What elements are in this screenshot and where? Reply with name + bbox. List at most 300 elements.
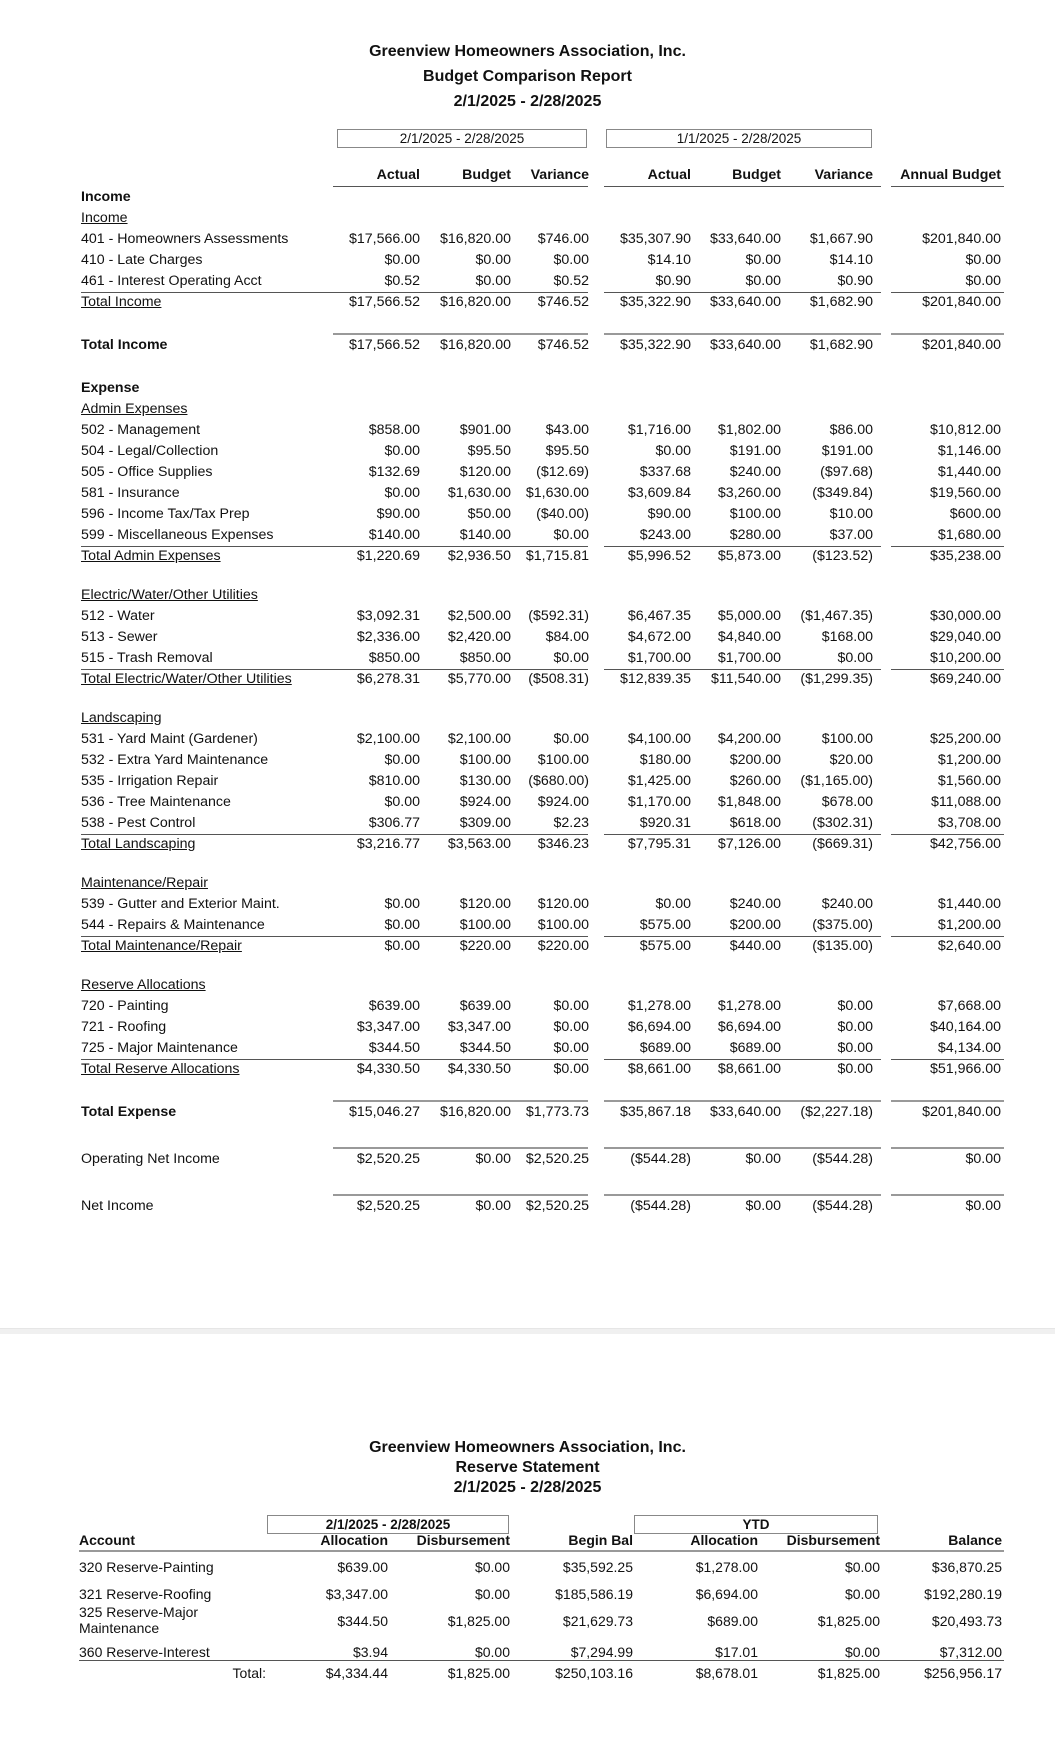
amount-cell: $1,146.00 bbox=[937, 443, 1001, 459]
amount-cell: $2,520.25 bbox=[356, 1198, 420, 1214]
amount-cell: ($40.00) bbox=[536, 506, 589, 522]
total-label: Operating Net Income bbox=[81, 1151, 220, 1167]
amount-cell: $140.00 bbox=[368, 527, 420, 543]
amount-cell: $95.50 bbox=[467, 443, 511, 459]
amount-cell: $1,667.90 bbox=[809, 231, 873, 247]
amount-cell: $0.00 bbox=[384, 938, 420, 954]
section-label: Income bbox=[81, 189, 131, 205]
amount-cell: $3,092.31 bbox=[356, 608, 420, 624]
total-label: Total Income bbox=[81, 337, 168, 353]
amount-cell: $850.00 bbox=[459, 650, 511, 666]
reserve-statement-page bbox=[0, 1334, 1055, 1737]
amount-cell: $3,609.84 bbox=[627, 485, 691, 501]
report-period: 2/1/2025 - 2/28/2025 bbox=[453, 93, 602, 110]
amount-cell: $1,848.00 bbox=[717, 794, 781, 810]
amount-cell: $1,220.69 bbox=[356, 548, 420, 564]
column-header: Annual Budget bbox=[900, 167, 1001, 183]
amount-cell: $924.00 bbox=[537, 794, 589, 810]
amount-cell: ($592.31) bbox=[528, 608, 589, 624]
amount-cell: ($1,467.35) bbox=[800, 608, 873, 624]
amount-cell: ($375.00) bbox=[812, 917, 873, 933]
account-label: 512 - Water bbox=[81, 608, 155, 624]
amount-cell: $132.69 bbox=[368, 464, 420, 480]
amount-cell: $0.00 bbox=[965, 1151, 1001, 1167]
reserve-total-cell: $4,334.44 bbox=[325, 1665, 388, 1681]
total-label: Total Landscaping bbox=[81, 836, 196, 852]
reserve-amount-cell: $689.00 bbox=[707, 1613, 758, 1629]
reserve-amount-cell: $192,280.19 bbox=[924, 1586, 1002, 1602]
amount-cell: $3,216.77 bbox=[356, 836, 420, 852]
amount-cell: $1,680.00 bbox=[937, 527, 1001, 543]
reserve-column-header: Allocation bbox=[690, 1532, 758, 1548]
amount-cell: $924.00 bbox=[459, 794, 511, 810]
amount-cell: $344.50 bbox=[368, 1040, 420, 1056]
reserve-amount-cell: $185,586.19 bbox=[555, 1586, 633, 1602]
amount-cell: $240.00 bbox=[729, 896, 781, 912]
amount-cell: $0.00 bbox=[553, 1040, 589, 1056]
amount-cell: $6,694.00 bbox=[717, 1019, 781, 1035]
amount-cell: $10,200.00 bbox=[929, 650, 1001, 666]
amount-cell: ($544.28) bbox=[812, 1198, 873, 1214]
amount-cell: $0.00 bbox=[553, 1061, 589, 1077]
reserve-total-cell: $256,956.17 bbox=[924, 1665, 1002, 1681]
amount-cell: $16,820.00 bbox=[439, 231, 511, 247]
total-label: Total Admin Expenses bbox=[81, 548, 221, 564]
amount-cell: $220.00 bbox=[459, 938, 511, 954]
amount-cell: $191.00 bbox=[821, 443, 873, 459]
amount-cell: $220.00 bbox=[537, 938, 589, 954]
amount-cell: $0.00 bbox=[384, 485, 420, 501]
reserve-title: Reserve Statement bbox=[455, 1459, 600, 1476]
amount-cell: $901.00 bbox=[459, 422, 511, 438]
amount-cell: $639.00 bbox=[459, 998, 511, 1014]
column-header: Actual bbox=[647, 167, 691, 183]
amount-cell: $5,873.00 bbox=[717, 548, 781, 564]
amount-cell: $639.00 bbox=[368, 998, 420, 1014]
reserve-ytd-box: YTD bbox=[634, 1515, 878, 1534]
amount-cell: $43.00 bbox=[545, 422, 589, 438]
amount-cell: $7,126.00 bbox=[717, 836, 781, 852]
amount-cell: ($544.28) bbox=[630, 1151, 691, 1167]
amount-cell: $0.00 bbox=[475, 252, 511, 268]
header-rule bbox=[604, 186, 881, 187]
reserve-amount-cell: $20,493.73 bbox=[931, 1613, 1002, 1629]
reserve-amount-cell: $0.00 bbox=[474, 1559, 510, 1575]
amount-cell: $30,000.00 bbox=[929, 608, 1001, 624]
amount-cell: $858.00 bbox=[368, 422, 420, 438]
amount-cell: $689.00 bbox=[639, 1040, 691, 1056]
amount-cell: $5,770.00 bbox=[447, 671, 511, 687]
amount-cell: $0.00 bbox=[384, 917, 420, 933]
amount-cell: $920.31 bbox=[639, 815, 691, 831]
amount-cell: $344.50 bbox=[459, 1040, 511, 1056]
amount-cell: $337.68 bbox=[639, 464, 691, 480]
account-label: 581 - Insurance bbox=[81, 485, 180, 501]
amount-cell: $1,700.00 bbox=[627, 650, 691, 666]
column-header: Actual bbox=[376, 167, 420, 183]
amount-cell: $2.23 bbox=[553, 815, 589, 831]
amount-cell: $3,260.00 bbox=[717, 485, 781, 501]
amount-cell: $0.00 bbox=[745, 1198, 781, 1214]
account-label: 720 - Painting bbox=[81, 998, 169, 1014]
amount-cell: $3,347.00 bbox=[356, 1019, 420, 1035]
amount-cell: $33,640.00 bbox=[709, 1104, 781, 1120]
amount-cell: $15,046.27 bbox=[348, 1104, 420, 1120]
amount-cell: $575.00 bbox=[639, 917, 691, 933]
amount-cell: $1,682.90 bbox=[809, 337, 873, 353]
amount-cell: $50.00 bbox=[467, 506, 511, 522]
reserve-amount-cell: $21,629.73 bbox=[562, 1613, 633, 1629]
amount-cell: $1,440.00 bbox=[937, 896, 1001, 912]
amount-cell: $4,134.00 bbox=[937, 1040, 1001, 1056]
amount-cell: $168.00 bbox=[821, 629, 873, 645]
reserve-period-box: 2/1/2025 - 2/28/2025 bbox=[267, 1515, 509, 1534]
amount-cell: $10,812.00 bbox=[929, 422, 1001, 438]
amount-cell: $14.10 bbox=[647, 252, 691, 268]
amount-cell: $0.00 bbox=[553, 252, 589, 268]
account-label: 513 - Sewer bbox=[81, 629, 158, 645]
amount-cell: $7,795.31 bbox=[627, 836, 691, 852]
amount-cell: $0.00 bbox=[745, 1151, 781, 1167]
account-label: 539 - Gutter and Exterior Maint. bbox=[81, 896, 280, 912]
amount-cell: $16,820.00 bbox=[439, 337, 511, 353]
reserve-period: 2/1/2025 - 2/28/2025 bbox=[453, 1479, 602, 1496]
amount-cell: $42,756.00 bbox=[929, 836, 1001, 852]
header-rule bbox=[891, 186, 1004, 187]
section-label: Reserve Allocations bbox=[81, 977, 206, 993]
reserve-column-header: Allocation bbox=[320, 1532, 388, 1548]
amount-cell: $17,566.52 bbox=[348, 337, 420, 353]
amount-cell: $346.23 bbox=[537, 836, 589, 852]
reserve-account-label: 320 Reserve-Painting bbox=[79, 1559, 214, 1575]
amount-cell: $20.00 bbox=[829, 752, 873, 768]
reserve-amount-cell: $1,825.00 bbox=[447, 1613, 510, 1629]
reserve-total-cell: $1,825.00 bbox=[447, 1665, 510, 1681]
amount-cell: $100.00 bbox=[821, 731, 873, 747]
amount-cell: $8,661.00 bbox=[717, 1061, 781, 1077]
amount-cell: $201,840.00 bbox=[922, 1104, 1001, 1120]
amount-cell: $201,840.00 bbox=[922, 337, 1001, 353]
section-label: Income bbox=[81, 210, 128, 226]
amount-cell: $140.00 bbox=[459, 527, 511, 543]
amount-cell: $2,520.25 bbox=[525, 1198, 589, 1214]
column-header: Variance bbox=[530, 167, 589, 183]
amount-cell: $746.52 bbox=[537, 294, 589, 310]
reserve-amount-cell: $17.01 bbox=[715, 1644, 758, 1660]
reserve-column-header: Disbursement bbox=[416, 1532, 510, 1548]
account-label: 504 - Legal/Collection bbox=[81, 443, 219, 459]
amount-cell: $120.00 bbox=[459, 464, 511, 480]
amount-cell: $309.00 bbox=[459, 815, 511, 831]
reserve-account-label: 325 Reserve-Major Maintenance bbox=[79, 1604, 199, 1636]
amount-cell: $4,840.00 bbox=[717, 629, 781, 645]
account-label: 532 - Extra Yard Maintenance bbox=[81, 752, 269, 768]
reserve-amount-cell: $6,694.00 bbox=[695, 1586, 758, 1602]
reserve-amount-cell: $1,825.00 bbox=[817, 1613, 880, 1629]
reserve-column-header: Disbursement bbox=[786, 1532, 880, 1548]
amount-cell: $35,867.18 bbox=[619, 1104, 691, 1120]
account-label: 401 - Homeowners Assessments bbox=[81, 231, 289, 247]
amount-cell: ($544.28) bbox=[630, 1198, 691, 1214]
amount-cell: $0.00 bbox=[837, 1019, 873, 1035]
amount-cell: $2,336.00 bbox=[356, 629, 420, 645]
amount-cell: $3,708.00 bbox=[937, 815, 1001, 831]
reserve-amount-cell: $36,870.25 bbox=[931, 1559, 1002, 1575]
amount-cell: $0.00 bbox=[837, 998, 873, 1014]
reserve-amount-cell: $1,278.00 bbox=[695, 1559, 758, 1575]
amount-cell: $191.00 bbox=[729, 443, 781, 459]
reserve-amount-cell: $0.00 bbox=[474, 1586, 510, 1602]
amount-cell: $0.52 bbox=[384, 273, 420, 289]
amount-cell: $0.00 bbox=[553, 998, 589, 1014]
amount-cell: $4,330.50 bbox=[447, 1061, 511, 1077]
amount-cell: $243.00 bbox=[639, 527, 691, 543]
amount-cell: $17,566.00 bbox=[348, 231, 420, 247]
amount-cell: ($544.28) bbox=[812, 1151, 873, 1167]
amount-cell: $600.00 bbox=[949, 506, 1001, 522]
amount-cell: $0.00 bbox=[553, 527, 589, 543]
amount-cell: $7,668.00 bbox=[937, 998, 1001, 1014]
amount-cell: $1,630.00 bbox=[525, 485, 589, 501]
amount-cell: ($97.68) bbox=[820, 464, 873, 480]
amount-cell: $4,100.00 bbox=[627, 731, 691, 747]
reserve-amount-cell: $3.94 bbox=[352, 1644, 388, 1660]
amount-cell: ($12.69) bbox=[536, 464, 589, 480]
amount-cell: $850.00 bbox=[368, 650, 420, 666]
amount-cell: $35,322.90 bbox=[619, 337, 691, 353]
report-org-title: Greenview Homeowners Association, Inc. bbox=[369, 43, 686, 60]
total-label: Net Income bbox=[81, 1198, 154, 1214]
reserve-amount-cell: $0.00 bbox=[844, 1559, 880, 1575]
account-label: 721 - Roofing bbox=[81, 1019, 167, 1035]
amount-cell: $280.00 bbox=[729, 527, 781, 543]
report-title: Budget Comparison Report bbox=[423, 68, 632, 85]
reserve-amount-cell: $3,347.00 bbox=[325, 1586, 388, 1602]
reserve-amount-cell: $35,592.25 bbox=[562, 1559, 633, 1575]
amount-cell: $86.00 bbox=[829, 422, 873, 438]
amount-cell: $6,694.00 bbox=[627, 1019, 691, 1035]
total-label: Total Electric/Water/Other Utilities bbox=[81, 671, 292, 687]
amount-cell: $8,661.00 bbox=[627, 1061, 691, 1077]
amount-cell: $6,467.35 bbox=[627, 608, 691, 624]
amount-cell: $0.00 bbox=[837, 650, 873, 666]
reserve-total-cell: $8,678.01 bbox=[695, 1665, 758, 1681]
amount-cell: $618.00 bbox=[729, 815, 781, 831]
amount-cell: $201,840.00 bbox=[922, 294, 1001, 310]
section-label: Electric/Water/Other Utilities bbox=[81, 587, 258, 603]
reserve-account-label: 321 Reserve-Roofing bbox=[79, 1586, 212, 1602]
account-label: 531 - Yard Maint (Gardener) bbox=[81, 731, 258, 747]
amount-cell: $0.00 bbox=[837, 1040, 873, 1056]
reserve-amount-cell: $639.00 bbox=[337, 1559, 388, 1575]
amount-cell: $90.00 bbox=[647, 506, 691, 522]
amount-cell: $4,672.00 bbox=[627, 629, 691, 645]
section-label: Expense bbox=[81, 380, 140, 396]
amount-cell: $3,347.00 bbox=[447, 1019, 511, 1035]
reserve-column-header: Balance bbox=[948, 1532, 1002, 1548]
amount-cell: $0.00 bbox=[965, 1198, 1001, 1214]
amount-cell: $35,238.00 bbox=[929, 548, 1001, 564]
amount-cell: $0.00 bbox=[384, 752, 420, 768]
reserve-amount-cell: $0.00 bbox=[844, 1586, 880, 1602]
amount-cell: $2,520.25 bbox=[356, 1151, 420, 1167]
total-label: Total Expense bbox=[81, 1104, 177, 1120]
amount-cell: $1,682.90 bbox=[809, 294, 873, 310]
amount-cell: ($302.31) bbox=[812, 815, 873, 831]
amount-cell: $10.00 bbox=[829, 506, 873, 522]
account-label: 502 - Management bbox=[81, 422, 201, 438]
amount-cell: $2,420.00 bbox=[447, 629, 511, 645]
account-label: 536 - Tree Maintenance bbox=[81, 794, 231, 810]
amount-cell: $306.77 bbox=[368, 815, 420, 831]
amount-cell: $51,966.00 bbox=[929, 1061, 1001, 1077]
account-label: 515 - Trash Removal bbox=[81, 650, 213, 666]
amount-cell: ($349.84) bbox=[812, 485, 873, 501]
amount-cell: $29,040.00 bbox=[929, 629, 1001, 645]
section-label: Admin Expenses bbox=[81, 401, 188, 417]
amount-cell: $4,330.50 bbox=[356, 1061, 420, 1077]
account-label: 461 - Interest Operating Acct bbox=[81, 273, 262, 289]
amount-cell: $0.00 bbox=[745, 252, 781, 268]
header-rule bbox=[333, 186, 588, 187]
amount-cell: $11,088.00 bbox=[931, 794, 1001, 810]
amount-cell: $1,200.00 bbox=[937, 917, 1001, 933]
account-label: 596 - Income Tax/Tax Prep bbox=[81, 506, 250, 522]
amount-cell: $2,936.50 bbox=[447, 548, 511, 564]
reserve-account-label: 360 Reserve-Interest bbox=[79, 1644, 210, 1660]
amount-cell: $0.00 bbox=[384, 794, 420, 810]
amount-cell: $0.00 bbox=[384, 896, 420, 912]
amount-cell: $90.00 bbox=[376, 506, 420, 522]
amount-cell: $1,773.73 bbox=[525, 1104, 589, 1120]
account-label: 505 - Office Supplies bbox=[81, 464, 213, 480]
amount-cell: $100.00 bbox=[459, 752, 511, 768]
amount-cell: $0.52 bbox=[553, 273, 589, 289]
reserve-header-rule bbox=[79, 1550, 1004, 1552]
amount-cell: $130.00 bbox=[459, 773, 511, 789]
account-label: 725 - Major Maintenance bbox=[81, 1040, 238, 1056]
amount-cell: $1,560.00 bbox=[937, 773, 1001, 789]
amount-cell: $33,640.00 bbox=[709, 231, 781, 247]
period-box-month: 2/1/2025 - 2/28/2025 bbox=[337, 129, 587, 148]
amount-cell: $0.00 bbox=[965, 252, 1001, 268]
account-label: 538 - Pest Control bbox=[81, 815, 196, 831]
amount-cell: $100.00 bbox=[729, 506, 781, 522]
amount-cell: $1,170.00 bbox=[627, 794, 691, 810]
amount-cell: $6,278.31 bbox=[356, 671, 420, 687]
amount-cell: $0.90 bbox=[837, 273, 873, 289]
amount-cell: $0.00 bbox=[384, 252, 420, 268]
amount-cell: $260.00 bbox=[729, 773, 781, 789]
amount-cell: $17,566.52 bbox=[348, 294, 420, 310]
amount-cell: $16,820.00 bbox=[439, 294, 511, 310]
amount-cell: $575.00 bbox=[639, 938, 691, 954]
amount-cell: $19,560.00 bbox=[929, 485, 1001, 501]
column-header: Budget bbox=[732, 167, 781, 183]
amount-cell: $0.00 bbox=[745, 273, 781, 289]
amount-cell: $69,240.00 bbox=[929, 671, 1001, 687]
amount-cell: $746.00 bbox=[537, 231, 589, 247]
amount-cell: $0.00 bbox=[965, 273, 1001, 289]
reserve-total-cell: $1,825.00 bbox=[817, 1665, 880, 1681]
amount-cell: $11,540.00 bbox=[711, 671, 781, 687]
amount-cell: $12,839.35 bbox=[619, 671, 691, 687]
amount-cell: $180.00 bbox=[639, 752, 691, 768]
amount-cell: $100.00 bbox=[537, 917, 589, 933]
amount-cell: ($1,165.00) bbox=[800, 773, 873, 789]
amount-cell: ($508.31) bbox=[528, 671, 589, 687]
section-label: Maintenance/Repair bbox=[81, 875, 208, 891]
amount-cell: $2,100.00 bbox=[447, 731, 511, 747]
column-header: Budget bbox=[462, 167, 511, 183]
amount-cell: $678.00 bbox=[821, 794, 873, 810]
reserve-total-cell: $250,103.16 bbox=[555, 1665, 633, 1681]
amount-cell: ($680.00) bbox=[528, 773, 589, 789]
amount-cell: $3,563.00 bbox=[447, 836, 511, 852]
amount-cell: $0.00 bbox=[655, 896, 691, 912]
amount-cell: $95.50 bbox=[545, 443, 589, 459]
amount-cell: $0.00 bbox=[837, 1061, 873, 1077]
period-box-ytd: 1/1/2025 - 2/28/2025 bbox=[606, 129, 872, 148]
amount-cell: ($2,227.18) bbox=[800, 1104, 873, 1120]
amount-cell: $2,520.25 bbox=[525, 1151, 589, 1167]
amount-cell: $0.00 bbox=[475, 1198, 511, 1214]
amount-cell: ($1,299.35) bbox=[800, 671, 873, 687]
amount-cell: $100.00 bbox=[537, 752, 589, 768]
amount-cell: $689.00 bbox=[729, 1040, 781, 1056]
amount-cell: $1,440.00 bbox=[937, 464, 1001, 480]
amount-cell: $0.00 bbox=[655, 443, 691, 459]
amount-cell: $200.00 bbox=[729, 752, 781, 768]
account-label: 410 - Late Charges bbox=[81, 252, 203, 268]
account-label: 535 - Irrigation Repair bbox=[81, 773, 219, 789]
amount-cell: $4,200.00 bbox=[717, 731, 781, 747]
amount-cell: $0.00 bbox=[553, 1019, 589, 1035]
amount-cell: $0.00 bbox=[384, 443, 420, 459]
amount-cell: $100.00 bbox=[459, 917, 511, 933]
column-header: Variance bbox=[814, 167, 873, 183]
total-label: Total Reserve Allocations bbox=[81, 1061, 240, 1077]
amount-cell: $25,200.00 bbox=[929, 731, 1001, 747]
amount-cell: ($123.52) bbox=[812, 548, 873, 564]
amount-cell: $14.10 bbox=[829, 252, 873, 268]
amount-cell: $1,802.00 bbox=[717, 422, 781, 438]
reserve-amount-cell: $344.50 bbox=[337, 1613, 388, 1629]
amount-cell: $2,640.00 bbox=[937, 938, 1001, 954]
amount-cell: $120.00 bbox=[537, 896, 589, 912]
amount-cell: $5,996.52 bbox=[627, 548, 691, 564]
reserve-amount-cell: $0.00 bbox=[474, 1644, 510, 1660]
amount-cell: $33,640.00 bbox=[709, 337, 781, 353]
amount-cell: $201,840.00 bbox=[922, 231, 1001, 247]
reserve-column-header: Begin Bal bbox=[568, 1532, 633, 1548]
total-label: Total Maintenance/Repair bbox=[81, 938, 242, 954]
amount-cell: $120.00 bbox=[459, 896, 511, 912]
amount-cell: $84.00 bbox=[545, 629, 589, 645]
amount-cell: $1,425.00 bbox=[627, 773, 691, 789]
amount-cell: $1,278.00 bbox=[627, 998, 691, 1014]
amount-cell: $1,700.00 bbox=[717, 650, 781, 666]
amount-cell: $2,500.00 bbox=[447, 608, 511, 624]
amount-cell: $240.00 bbox=[729, 464, 781, 480]
amount-cell: $0.00 bbox=[475, 273, 511, 289]
amount-cell: $2,100.00 bbox=[356, 731, 420, 747]
total-label: Total Income bbox=[81, 294, 162, 310]
amount-cell: $35,307.90 bbox=[619, 231, 691, 247]
amount-cell: $35,322.90 bbox=[619, 294, 691, 310]
amount-cell: $1,200.00 bbox=[937, 752, 1001, 768]
amount-cell: ($669.31) bbox=[812, 836, 873, 852]
